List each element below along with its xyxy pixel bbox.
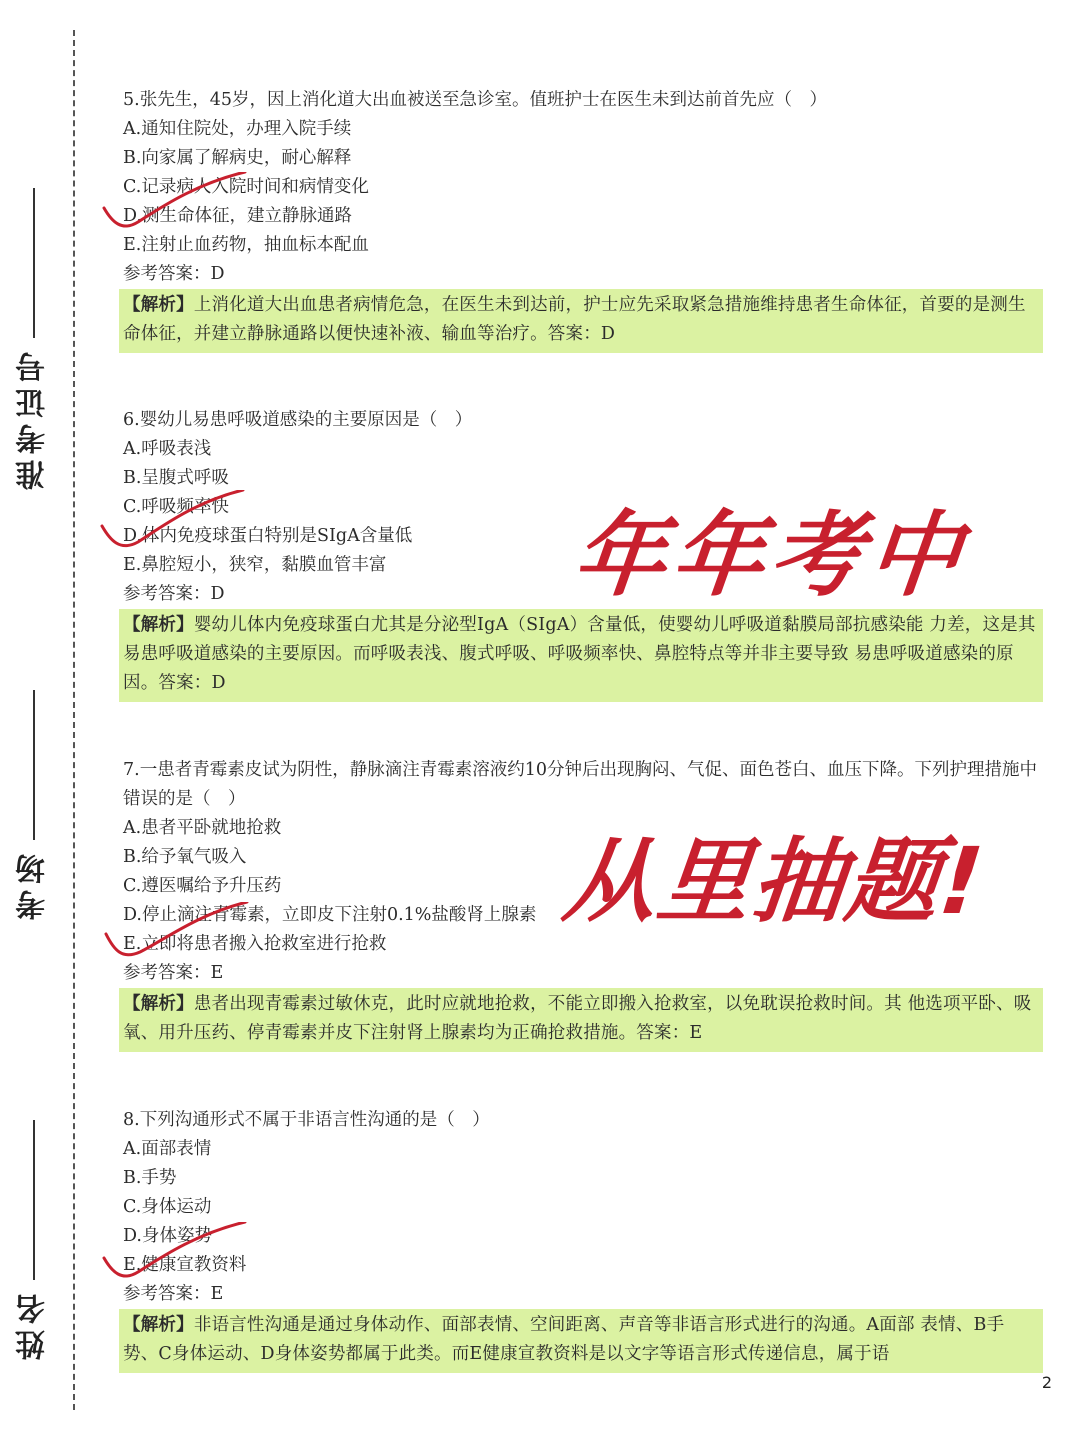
option-e: E.鼻腔短小，狭窄，黏膜血管丰富 (123, 555, 387, 575)
option-a: A.通知住院处，办理入院手续 (123, 119, 352, 139)
option-d: D.体内免疫球蛋白特别是SIgA含量低 (123, 526, 413, 546)
analysis-text: 上消化道大出血患者病情危急，在医生未到达前，护士应先采取紧急措施维持患者生命体征，首要的是测生命体征，并建立静脉通路以便快速补液、输血等治疗。答案：D (123, 295, 1026, 344)
option-e: E.健康宣教资料 (123, 1255, 247, 1275)
exam-number-label (12, 160, 56, 490)
option-b: B.呈腹式呼吸 (123, 468, 229, 488)
question-stem: 6.婴幼儿易患呼吸道感染的主要原因是（ ） (123, 410, 473, 430)
option-b: B.手势 (123, 1168, 177, 1188)
analysis-box (119, 609, 1043, 702)
name-text: 姓名 (16, 1288, 51, 1360)
option-d: D.测生命体征，建立静脉通路 (123, 206, 352, 226)
slogan-stamp-1: 年年考中 (568, 502, 972, 609)
option-b: B.给予氧气吸入 (123, 847, 247, 867)
name-blank (33, 1120, 35, 1280)
option-c: C.遵医嘱给予升压药 (123, 876, 282, 896)
reference-answer: 参考答案：D (123, 584, 225, 604)
analysis-tag: 【解析】 (123, 615, 194, 635)
question-5 (123, 86, 1043, 353)
analysis-tag: 【解析】 (123, 994, 194, 1014)
option-a: A.患者平卧就地抢救 (123, 818, 282, 838)
question-stem: 8.下列沟通形式不属于非语言性沟通的是（ ） (123, 1110, 490, 1130)
analysis-box (119, 988, 1043, 1052)
binding-dashed-line (73, 30, 75, 1410)
question-stem: 5.张先生，45岁，因上消化道大出血被送至急诊室。值班护士在医生未到达前首先应（ ） (123, 90, 827, 110)
analysis-text: 非语言性沟通是通过身体动作、面部表情、空间距离、声音等非语言形式进行的沟通。A面部 表情、B手势、C身体运动、D身体姿势都属于此类。而E健康宣教资料是以文字等语言形式传递信息，属于语 (123, 1315, 1005, 1364)
slogan-stamp-2: 从里抽题! (558, 828, 990, 935)
reference-answer: 参考答案：D (123, 264, 225, 284)
option-e: E.注射止血药物，抽血标本配血 (123, 235, 369, 255)
option-a: A.面部表情 (123, 1139, 212, 1159)
question-8 (123, 1106, 1043, 1373)
page-number: 2 (1041, 1373, 1052, 1392)
option-d: D.停止滴注青霉素，立即皮下注射0.1%盐酸肾上腺素 (123, 905, 537, 925)
reference-answer: 参考答案：E (123, 1284, 224, 1304)
analysis-box (119, 289, 1043, 353)
exam-number-text: 准考证号 (16, 346, 51, 490)
option-c: C.呼吸频率快 (123, 497, 229, 517)
option-d: D.身体姿势 (123, 1226, 212, 1246)
option-a: A.呼吸表浅 (123, 439, 212, 459)
reference-answer: 参考答案：E (123, 963, 224, 983)
analysis-text: 患者出现青霉素过敏休克，此时应就地抢救，不能立即搬入抢救室，以免耽误抢救时间。其 他选项平卧、吸氧、用升压药、停青霉素并皮下注射肾上腺素均为正确抢救措施。答案：E (123, 994, 1032, 1043)
exam-room-text: 考场 (16, 848, 51, 920)
option-c: C.记录病人入院时间和病情变化 (123, 177, 369, 197)
analysis-box (119, 1309, 1043, 1373)
question-stem: 7.一患者青霉素皮试为阴性，静脉滴注青霉素溶液约10分钟后出现胸闷、气促、面色苍白、血压下降。下列护理措施中错误的是（ ） (123, 760, 1037, 809)
analysis-tag: 【解析】 (123, 295, 194, 315)
analysis-tag: 【解析】 (123, 1315, 194, 1335)
option-b: B.向家属了解病史，耐心解释 (123, 148, 352, 168)
name-label (12, 1090, 56, 1360)
exam-room-blank (33, 690, 35, 840)
option-c: C.身体运动 (123, 1197, 212, 1217)
analysis-text: 婴幼儿体内免疫球蛋白尤其是分泌型IgA（SIgA）含量低，使婴幼儿呼吸道黏膜局部抗感染能 力差，这是其易患呼吸道感染的主要原因。而呼吸表浅、腹式呼吸、呼吸频率快、鼻腔特点等并非主要导致 易患呼吸道感染的原因。答案：D (123, 615, 1036, 693)
exam-number-blank (33, 188, 35, 338)
exam-room-label (12, 660, 56, 920)
option-e: E.立即将患者搬入抢救室进行抢救 (123, 934, 387, 954)
